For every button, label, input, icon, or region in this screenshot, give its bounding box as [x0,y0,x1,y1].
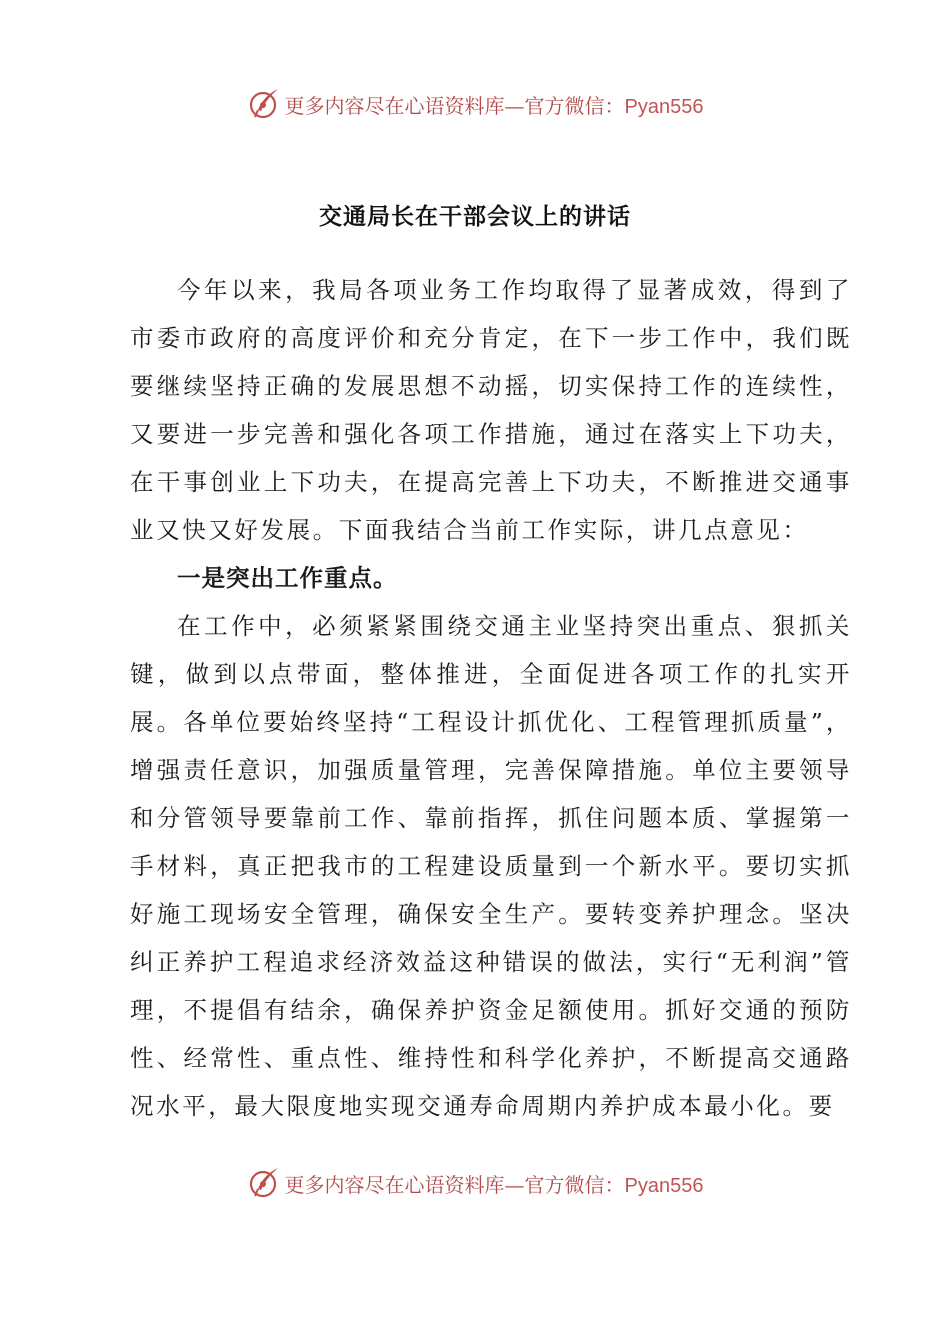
banner-text [285,1169,704,1198]
footer-banner [0,1163,950,1203]
banner-text [285,90,704,119]
header-banner [0,84,950,124]
paragraph-body: 在工作中，必须紧紧围绕交通主业坚持突出重点、狠抓关键，做到以点带面，整体推进，全面促进各项工作的扎实开展。各单位要始终坚持“工程设计抓优化、工程管理抓质量”，增强责任意识，加强质量管理，完善保障措施。单位主要领导和分管领导要靠前工作、靠前指挥，抓住问题本质、掌握第一手材料，真正把我市的工程建设质量到一个新水平。要切实抓好施工现场安全管理，确保安全生产。要转变养护理念。坚决纠正养护工程追求经济效益这种错误的做法，实行“无利润”管理，不提倡有结余，确保养护资金足额使用。抓好交通的预防性、经常性、重点性、维持性和科学化养护，不断提高交通路况水平，最大限度地实现交通寿命周期内养护成本最小化。要 [130,612,852,1120]
banner-label: 更多内容尽在心语资料库—官方微信： [284,93,625,118]
banner-wechat-id: Pyan556 [624,1174,704,1197]
document-body [130,266,852,1130]
banner-wechat-id: Pyan556 [624,95,704,118]
section-heading: 一是突出工作重点。 [177,564,398,592]
quill-logo-icon [247,1166,281,1200]
paragraph-intro: 今年以来，我局各项业务工作均取得了显著成效，得到了市委市政府的高度评价和充分肯定，在下一步工作中，我们既要继续坚持正确的发展思想不动摇，切实保持工作的连续性，又要进一步完善和强化各项工作措施，通过在落实上下功夫，在干事创业上下功夫，在提高完善上下功夫，不断推进交通事业又快又好发展。下面我结合当前工作实际，讲几点意见： [130,276,852,544]
document-title: 交通局长在干部会议上的讲话 [319,204,631,230]
quill-logo-icon [247,87,281,121]
banner-label: 更多内容尽在心语资料库—官方微信： [284,1172,625,1197]
